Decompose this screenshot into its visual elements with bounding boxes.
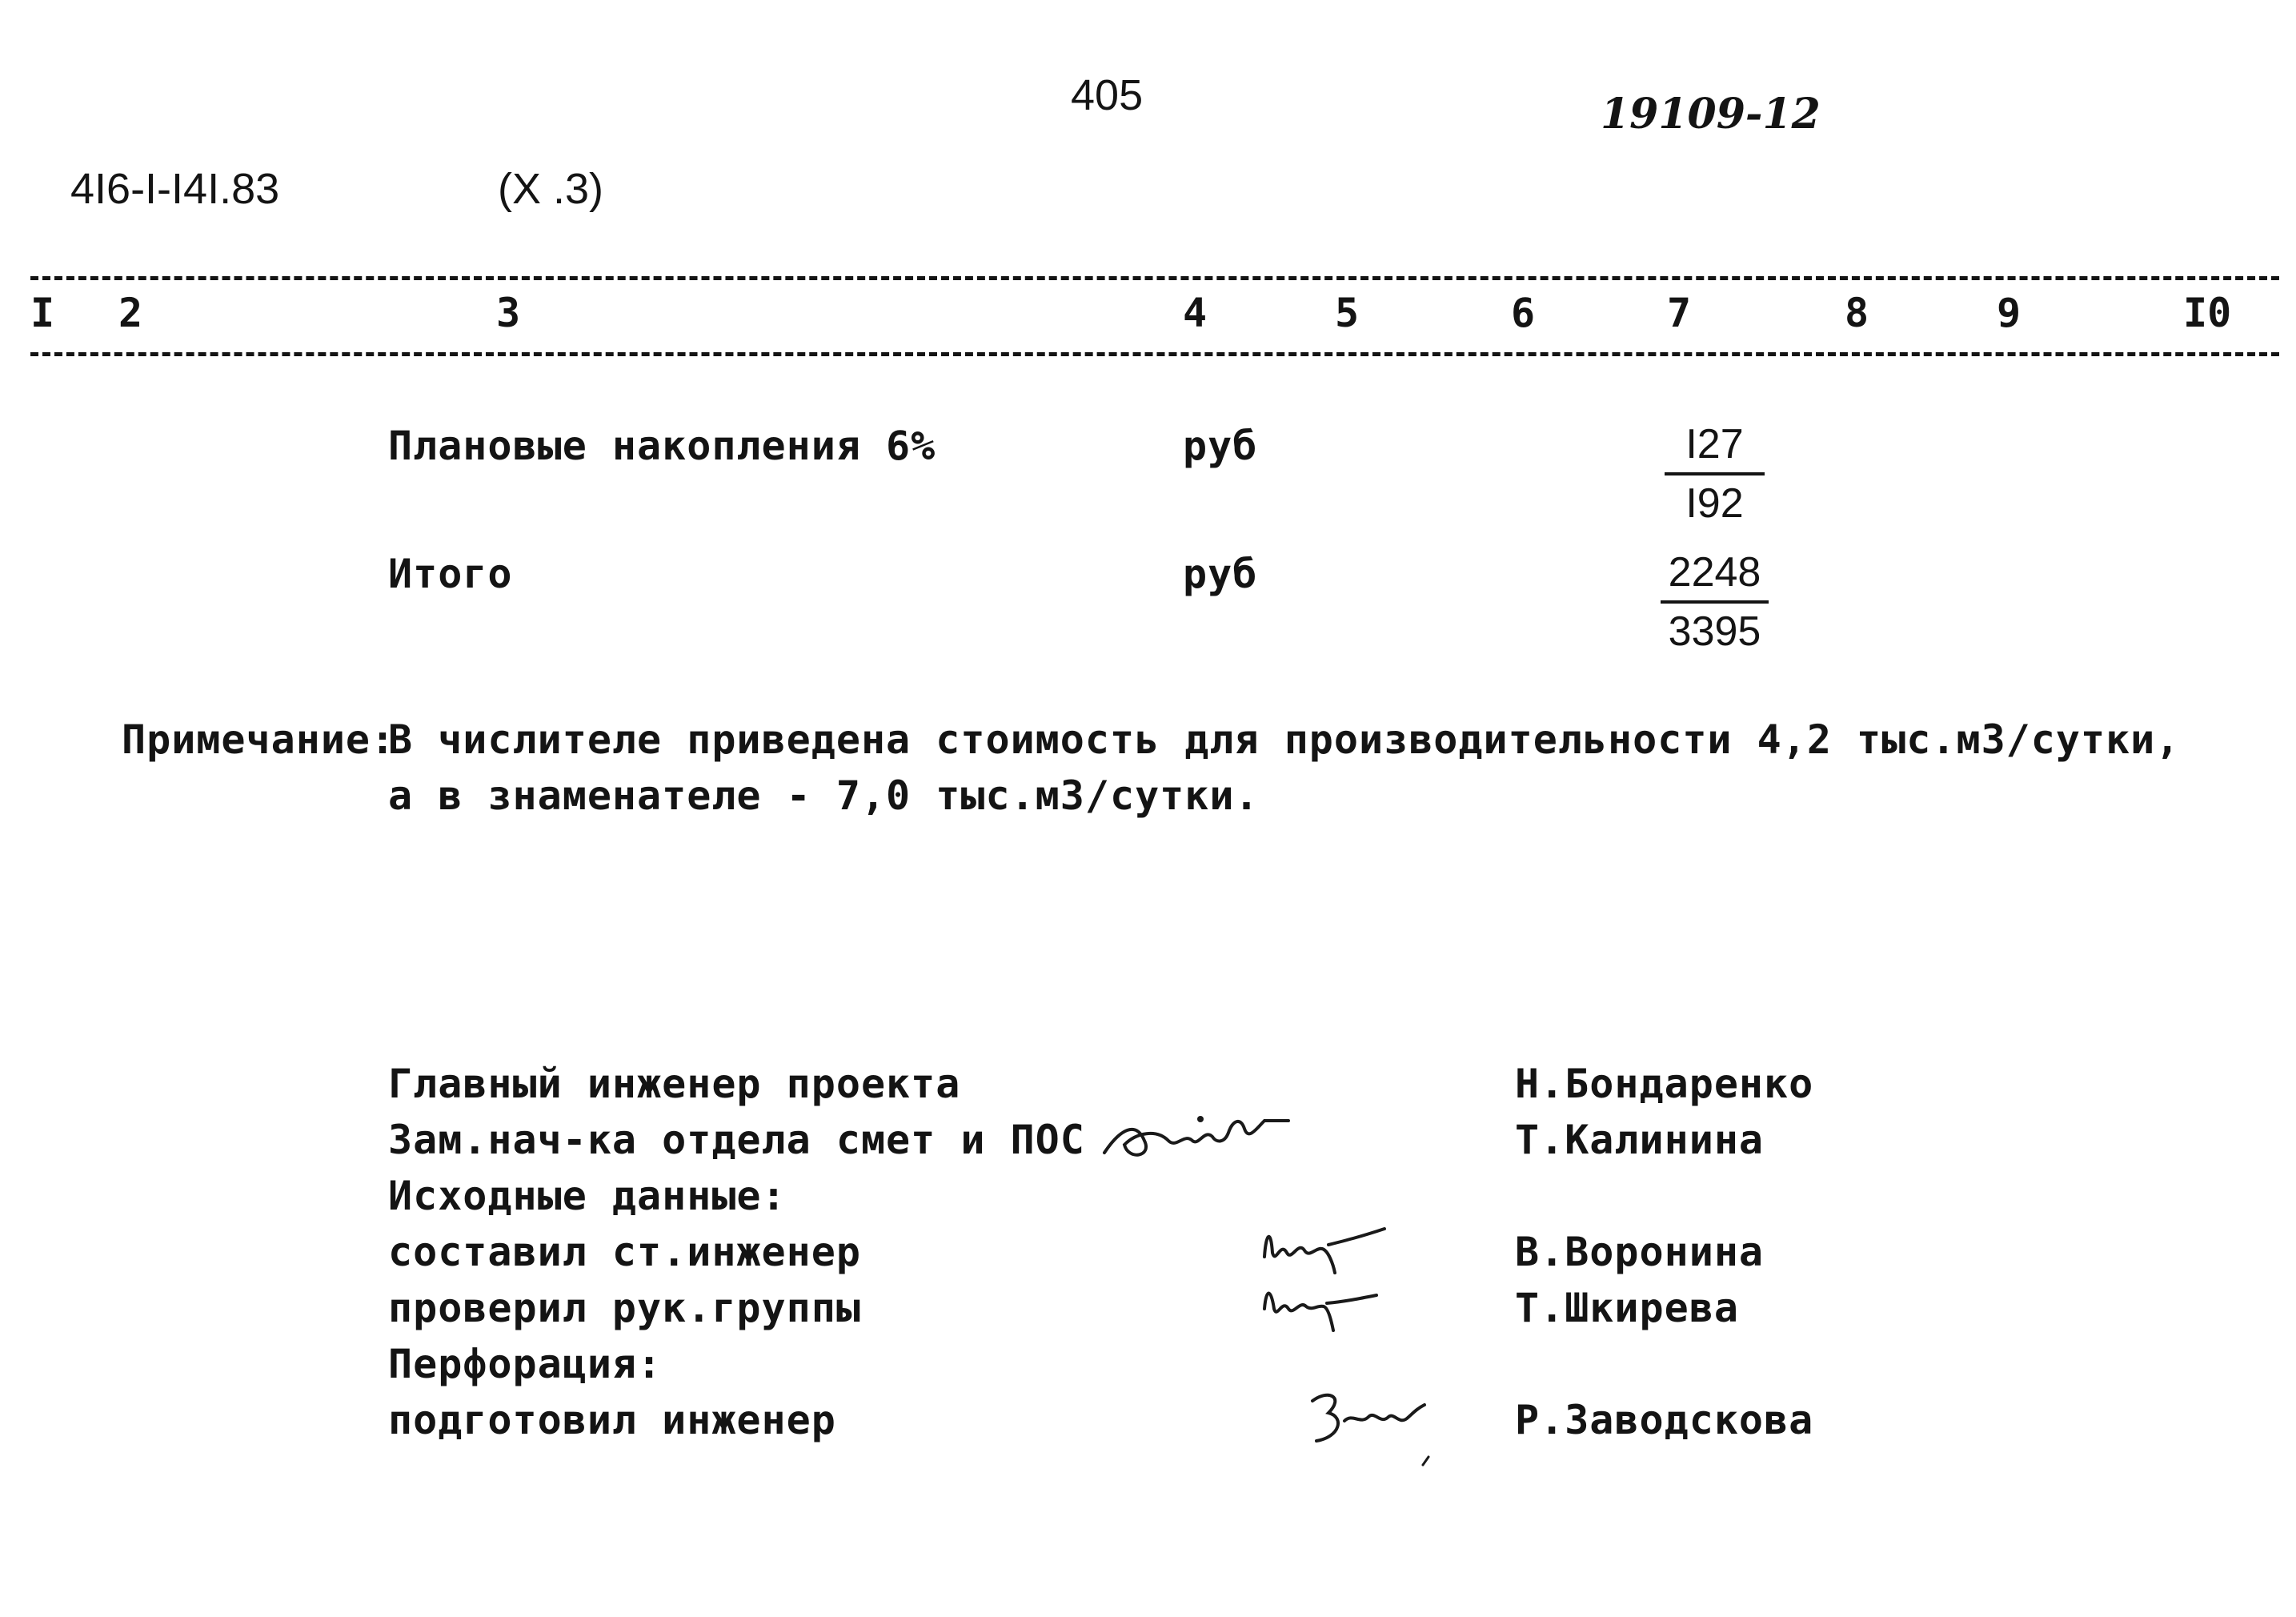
column-header: 3 xyxy=(496,290,521,336)
column-header: 4 xyxy=(1183,290,1208,336)
signature-role: Зам.нач-ка отдела смет и ПОС xyxy=(388,1117,1085,1163)
handwritten-signature-icon xyxy=(1296,1377,1473,1473)
column-header: 7 xyxy=(1667,290,1692,336)
signature-name: Н.Бондаренко xyxy=(1515,1061,1814,1107)
row-value-fraction xyxy=(1661,544,1769,660)
doc-code: 4I6-I-I4I.83 xyxy=(70,165,280,213)
row-unit: руб xyxy=(1183,551,1258,597)
signature-name: Т.Шкирева xyxy=(1515,1285,1739,1331)
column-header: I xyxy=(30,290,55,336)
numerator: 2248 xyxy=(1661,544,1769,604)
handwritten-signature-icon xyxy=(1096,1097,1304,1169)
row-name: Плановые накопления 6% xyxy=(388,423,936,469)
column-header: 6 xyxy=(1511,290,1536,336)
signature-name: Т.Калинина xyxy=(1515,1117,1765,1163)
column-header: 9 xyxy=(1997,290,2022,336)
table-top-rule xyxy=(30,276,2279,280)
column-header: 8 xyxy=(1845,290,1869,336)
signature-name: Р.Заводскова xyxy=(1515,1397,1814,1443)
handwritten-signature-icon xyxy=(1256,1265,1400,1337)
page-number: 405 xyxy=(1071,71,1144,119)
signature-role: проверил рук.группы xyxy=(388,1285,861,1331)
note-label: Примечание: xyxy=(122,716,396,763)
column-header: 5 xyxy=(1335,290,1360,336)
row-value-fraction xyxy=(1665,416,1765,532)
numerator: I27 xyxy=(1665,416,1765,475)
signature-role: составил ст.инженер xyxy=(388,1229,861,1275)
note-line-1: В числителе приведена стоимость для производительности 4,2 тыс.м3/сутки, xyxy=(388,716,2181,763)
column-header: 2 xyxy=(118,290,143,336)
note-line-2: а в знаменателе - 7,0 тыс.м3/сутки. xyxy=(388,772,1260,819)
denominator: I92 xyxy=(1685,480,1744,527)
table-header-rule xyxy=(30,352,2279,356)
signature-name: В.Воронина xyxy=(1515,1229,1765,1275)
signature-role: Исходные данные: xyxy=(388,1173,787,1219)
signature-role: подготовил инженер xyxy=(388,1397,836,1443)
denominator: 3395 xyxy=(1668,608,1761,655)
signature-role: Перфорация: xyxy=(388,1341,663,1387)
signature-role: Главный инженер проекта xyxy=(388,1061,961,1107)
column-header: I0 xyxy=(2183,290,2232,336)
handwritten-number: 19109-12 xyxy=(1601,90,1821,138)
row-name: Итого xyxy=(388,551,513,597)
section-label: (X .3) xyxy=(498,165,604,213)
row-unit: руб xyxy=(1183,423,1258,469)
